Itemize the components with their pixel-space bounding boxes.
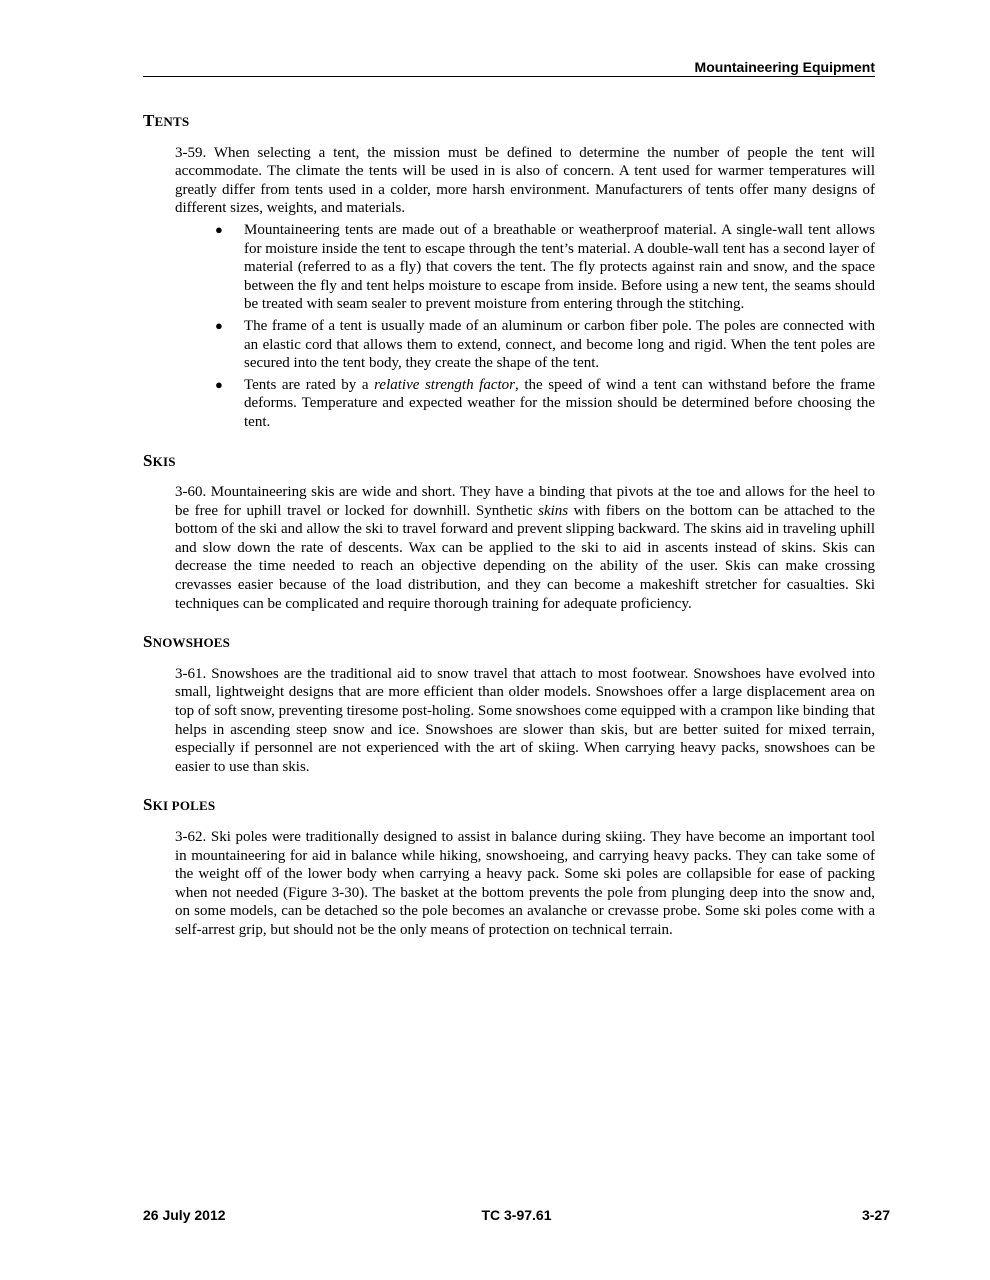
header-rule	[143, 76, 875, 77]
bullet-icon: ●	[215, 376, 223, 392]
section-snowshoes	[143, 633, 875, 776]
footer-date: 26 July 2012	[143, 1207, 226, 1223]
bullet-text: The frame of a tent is usually made of an aluminum or carbon fiber pole. The poles are connected with an elastic cord that allows them to extend, connect, and become long and rigid. When the tent poles are secured into the tent body, they create the shape of the tent.	[244, 317, 875, 372]
bullet-icon: ●	[215, 221, 223, 237]
emphasis-term: skins	[538, 502, 569, 519]
section-heading-snowshoes: SNOWSHOES	[143, 632, 231, 652]
running-header: Mountaineering Equipment	[694, 59, 875, 75]
paragraph-3-62: 3-62. Ski poles were traditionally designed to assist in balance during skiing. They have become an important tool in mountaineering for aid in balance while hiking, snowshoeing, and carrying heavy packs. They can take some of the weight off of the lower body when carrying a heavy pack. Some ski poles are collapsible for ease of packing when not needed (Figure 3-30). The basket at the bottom prevents the pole from plunging deep into the snow and, on some models, can be detached so the pole becomes an avalanche or crevasse probe. Some ski poles come with a self-arrest grip, but should not be the only means of protection on technical terrain.	[175, 829, 875, 938]
tents-bullet-list	[143, 221, 875, 432]
page-content	[143, 112, 875, 960]
emphasis-term: relative strength factor	[374, 376, 515, 393]
section-heading-skis: SKIS	[143, 450, 176, 470]
section-heading-ski-poles: SKI POLES	[143, 795, 216, 815]
paragraph-3-59: 3-59. When selecting a tent, the mission must be defined to determine the number of people the tent will accommodate. The climate the tents will be used in is also of concern. A tent used for warmer temperatures will greatly differ from tents used in a colder, more harsh environment. Manufacturers of tents offer many designs of different sizes, weights, and materials.	[175, 144, 875, 217]
list-item	[215, 221, 875, 314]
section-heading-tents: TENTS	[143, 111, 190, 130]
list-item	[215, 376, 875, 432]
section-ski-poles	[143, 796, 875, 939]
bullet-text: Mountaineering tents are made out of a breathable or weatherproof material. A single-wall tent allows for moisture inside the tent to escape through the tent’s material. A double-wall tent has a second layer of material (referred to as a fly) that covers the tent. The fly protects against rain and snow, and the space between the fly and tent helps moisture to escape from inside. Before using a new tent, the seams should be treated with seam sealer to prevent moisture from entering through the stitching.	[244, 221, 875, 313]
paragraph-3-61: 3-61. Snowshoes are the traditional aid to snow travel that attach to most footwear. Snowshoes have evolved into small, lightweight designs that are more efficient than older models. Snowshoes offer a large displacement area on top of soft snow, preventing tiresome post-holing. Some snowshoes come equipped with a crampon like binding that helps in ascending steep snow and ice. Snowshoes are slower than skis, but are better suited for mixed terrain, especially if personnel are not experienced with the art of skiing. When carrying heavy packs, snowshoes can be easier to use than skis.	[175, 665, 875, 775]
bullet-text: Tents are rated by a relative strength factor, the speed of wind a tent can withstand before the frame deforms. Temperature and expected weather for the mission should be determined before choosing the tent.	[244, 376, 875, 430]
footer-doc-id: TC 3-97.61	[481, 1207, 552, 1223]
section-skis	[143, 452, 875, 614]
list-item	[215, 317, 875, 373]
section-tents	[143, 112, 875, 432]
bullet-icon: ●	[215, 317, 223, 333]
footer-page-number: 3-27	[861, 1207, 890, 1223]
paragraph-3-60: 3-60. Mountaineering skis are wide and short. They have a binding that pivots at the toe and allows for the heel to be free for uphill travel or locked for downhill. Synthetic skins with fibers on the bottom can be attached to the bottom of the ski and allow the ski to travel forward and prevent slipping backward. The skins aid in traveling uphill and slow down the rate of descents. Wax can be applied to the ski to aid in ascents instead of skins. Skis can decrease the time needed to reach an objective depending on the ability of the user. Skis can make crossing crevasses easier because of the load distribution, and they can become a makeshift stretcher for casualties. Ski techniques can be complicated and require thorough training for adequate proficiency.	[175, 484, 875, 612]
